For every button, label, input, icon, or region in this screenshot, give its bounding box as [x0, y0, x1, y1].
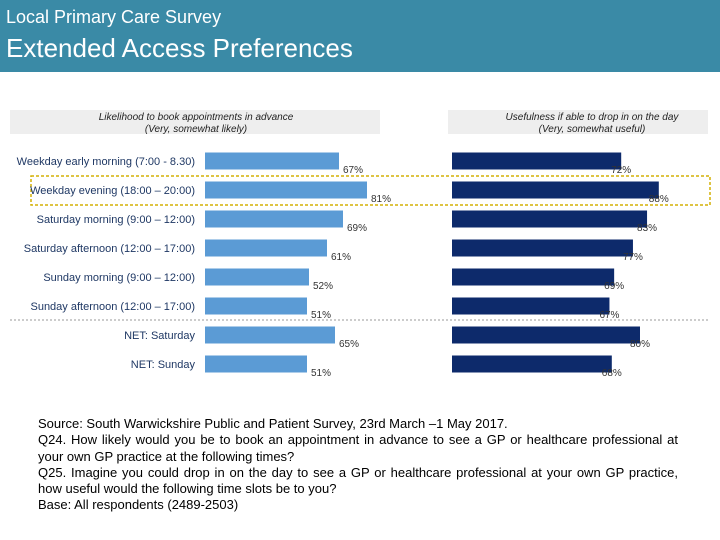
bar-usefulness — [452, 240, 633, 257]
bar-likelihood — [205, 327, 335, 344]
bar-label-usefulness: 72% — [611, 165, 632, 176]
category-label: Weekday evening (18:00 – 20:00) — [30, 185, 195, 197]
bar-label-likelihood: 69% — [347, 223, 368, 234]
bar-usefulness — [452, 269, 614, 286]
footnote-q25: Q25. Imagine you could drop in on the day to see a GP or healthcare professional at your own GP practice, how useful would the following time slots be to you? — [38, 464, 678, 497]
panel-title: Likelihood to book appointments in advance — [98, 112, 294, 123]
bar-label-likelihood: 61% — [331, 252, 352, 263]
category-label: Saturday morning (9:00 – 12:00) — [36, 214, 195, 226]
footnote-q24: Q24. How likely would you be to book an appointment in advance to see a GP or healthcare professional at your own GP practice at the following times? — [38, 432, 678, 464]
bar-likelihood — [205, 240, 327, 257]
header-title: Extended Access Preferences — [6, 33, 353, 63]
bar-likelihood — [205, 356, 307, 373]
bar-label-usefulness: 77% — [622, 252, 643, 263]
bar-usefulness — [452, 182, 659, 199]
panel-title: (Very, somewhat likely) — [144, 124, 248, 135]
bar-label-usefulness: 68% — [601, 368, 622, 379]
category-label: NET: Saturday — [124, 330, 195, 342]
bar-likelihood — [205, 153, 339, 170]
bar-label-usefulness: 83% — [637, 223, 658, 234]
bar-usefulness — [452, 153, 621, 170]
bar-label-likelihood: 67% — [343, 165, 364, 176]
bar-likelihood — [205, 269, 309, 286]
category-label: NET: Sunday — [130, 359, 195, 371]
bar-label-likelihood: 81% — [371, 194, 392, 205]
header-subtitle: Local Primary Care Survey — [6, 7, 222, 27]
bar-label-likelihood: 52% — [313, 281, 334, 292]
bar-label-likelihood: 51% — [311, 310, 332, 321]
footnote-base: Base: All respondents (2489-2503) — [38, 497, 239, 513]
panel-title: Usefulness if able to drop in on the day — [505, 112, 679, 123]
panel-title: (Very, somewhat useful) — [538, 124, 646, 135]
bar-label-usefulness: 80% — [630, 339, 651, 350]
bar-likelihood — [205, 211, 343, 228]
bar-label-likelihood: 65% — [339, 339, 360, 350]
bar-likelihood — [205, 298, 307, 315]
bar-usefulness — [452, 356, 612, 373]
bar-usefulness — [452, 298, 609, 315]
category-label: Sunday afternoon (12:00 – 17:00) — [30, 301, 195, 313]
extended-access-chart — [0, 100, 720, 390]
category-label: Weekday early morning (7:00 - 8.30) — [16, 156, 195, 168]
bar-label-usefulness: 69% — [604, 281, 625, 292]
footnote — [38, 416, 678, 514]
bar-usefulness — [452, 327, 640, 344]
bar-usefulness — [452, 211, 647, 228]
category-label: Saturday afternoon (12:00 – 17:00) — [23, 243, 195, 255]
bar-likelihood — [205, 182, 367, 199]
category-label: Sunday morning (9:00 – 12:00) — [43, 272, 195, 284]
footnote-source: Source: South Warwickshire Public and Patient Survey, 23rd March –1 May 2017. — [38, 416, 508, 431]
bar-label-usefulness: 88% — [648, 194, 669, 205]
slide-header — [0, 0, 720, 72]
bar-label-likelihood: 51% — [311, 368, 332, 379]
bar-label-usefulness: 67% — [599, 310, 620, 321]
